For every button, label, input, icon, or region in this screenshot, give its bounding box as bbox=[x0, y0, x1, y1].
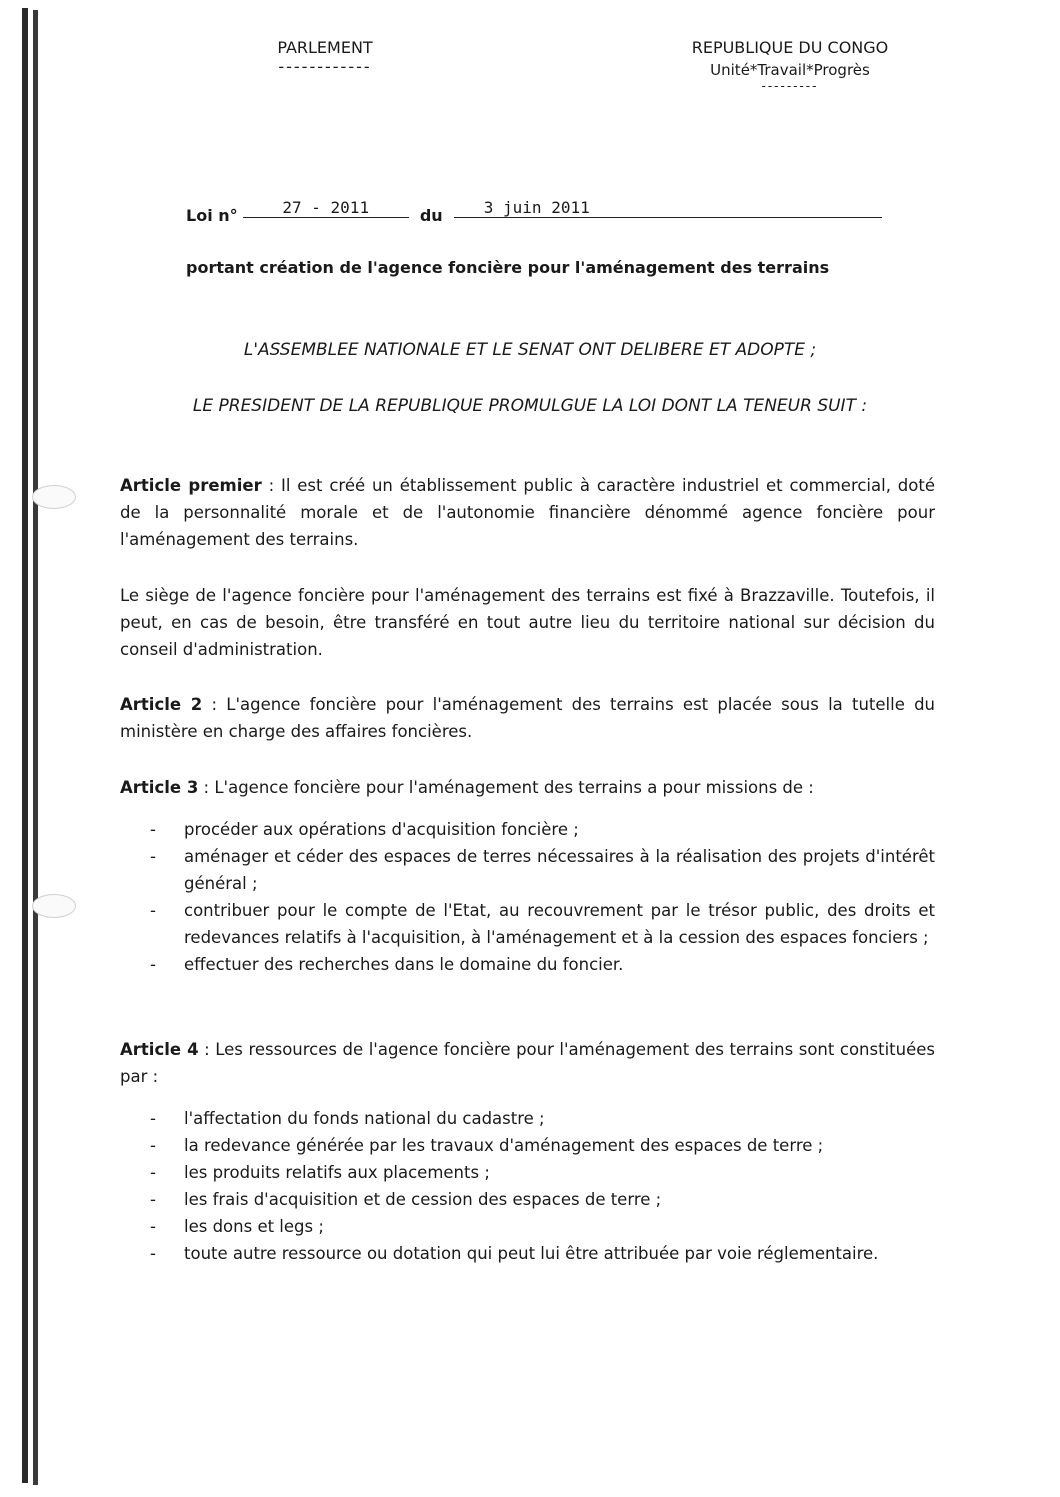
article-text: Le siège de l'agence foncière pour l'aménagement des terrains est fixé à Brazzaville. Toutefois, il peut, en cas de besoin, être transféré en tout autre lieu du territoire national sur décision du conseil d'administration. bbox=[120, 586, 935, 659]
list-item: - les frais d'acquisition et de cession des espaces de terre ; bbox=[120, 1186, 935, 1213]
list-item: - les produits relatifs aux placements ; bbox=[120, 1159, 935, 1186]
article-title: Article premier bbox=[120, 476, 262, 495]
list-item: - procéder aux opérations d'acquisition foncière ; bbox=[120, 816, 935, 843]
law-reference bbox=[186, 198, 882, 226]
article-title: Article 4 bbox=[120, 1040, 199, 1059]
article-premier-para2 bbox=[120, 582, 935, 663]
missions-list bbox=[120, 816, 935, 978]
article-2 bbox=[120, 691, 935, 745]
republic-title: REPUBLIQUE DU CONGO bbox=[691, 38, 889, 57]
article-premier bbox=[120, 472, 935, 553]
law-subtitle: portant création de l'agence foncière pour l'aménagement des terrains bbox=[186, 258, 830, 277]
punch-hole bbox=[32, 894, 76, 918]
list-item: - contribuer pour le compte de l'Etat, au recouvrement par le trésor public, des droits et redevances relatifs à l'acquisition, à l'aménagement et à la cession des espaces fonciers ; bbox=[120, 897, 935, 951]
list-item: - l'affectation du fonds national du cadastre ; bbox=[120, 1105, 935, 1132]
list-item: - la redevance générée par les travaux d'aménagement des espaces de terre ; bbox=[120, 1132, 935, 1159]
declaration-assembly: L'ASSEMBLEE NATIONALE ET LE SENAT ONT DELIBERE ET ADOPTE ; bbox=[243, 340, 817, 360]
binding-edge bbox=[22, 8, 28, 1483]
article-text: : L'agence foncière pour l'aménagement des terrains est placée sous la tutelle du ministère en charge des affaires foncières. bbox=[120, 695, 935, 741]
article-3 bbox=[120, 774, 935, 978]
declaration-president: LE PRESIDENT DE LA REPUBLIQUE PROMULGUE LA LOI DONT LA TENEUR SUIT : bbox=[192, 396, 868, 416]
divider: ------------ bbox=[278, 57, 372, 76]
resources-list bbox=[120, 1105, 935, 1267]
article-title: Article 2 bbox=[120, 695, 203, 714]
header-right bbox=[640, 38, 940, 93]
binding-edge bbox=[33, 10, 38, 1485]
list-item: - toute autre ressource ou dotation qui peut lui être attribuée par voie réglementaire. bbox=[120, 1240, 935, 1267]
law-date: 3 juin 2011 bbox=[454, 198, 882, 218]
law-label: Loi n° bbox=[186, 206, 238, 225]
list-item: - aménager et céder des espaces de terres nécessaires à la réalisation des projets d'intérêt général ; bbox=[120, 843, 935, 897]
parlement-title: PARLEMENT bbox=[277, 38, 373, 57]
article-title: Article 3 bbox=[120, 778, 199, 797]
header-left bbox=[240, 38, 410, 76]
list-item: - les dons et legs ; bbox=[120, 1213, 935, 1240]
article-text: : Il est créé un établissement public à caractère industriel et commercial, doté de la personnalité morale et de l'autonomie financière dénommé agence foncière pour l'aménagement des terrains. bbox=[120, 476, 935, 549]
law-number: 27 - 2011 bbox=[243, 198, 409, 218]
divider: --------- bbox=[761, 79, 819, 93]
motto: Unité*Travail*Progrès bbox=[710, 61, 870, 79]
list-item: - effectuer des recherches dans le domaine du foncier. bbox=[120, 951, 935, 978]
punch-hole bbox=[32, 485, 76, 509]
du-label: du bbox=[419, 206, 443, 225]
article-text: : Les ressources de l'agence foncière pour l'aménagement des terrains sont constituées par : bbox=[120, 1040, 935, 1086]
article-text: : L'agence foncière pour l'aménagement des terrains a pour missions de : bbox=[198, 778, 814, 797]
article-4 bbox=[120, 1036, 935, 1267]
